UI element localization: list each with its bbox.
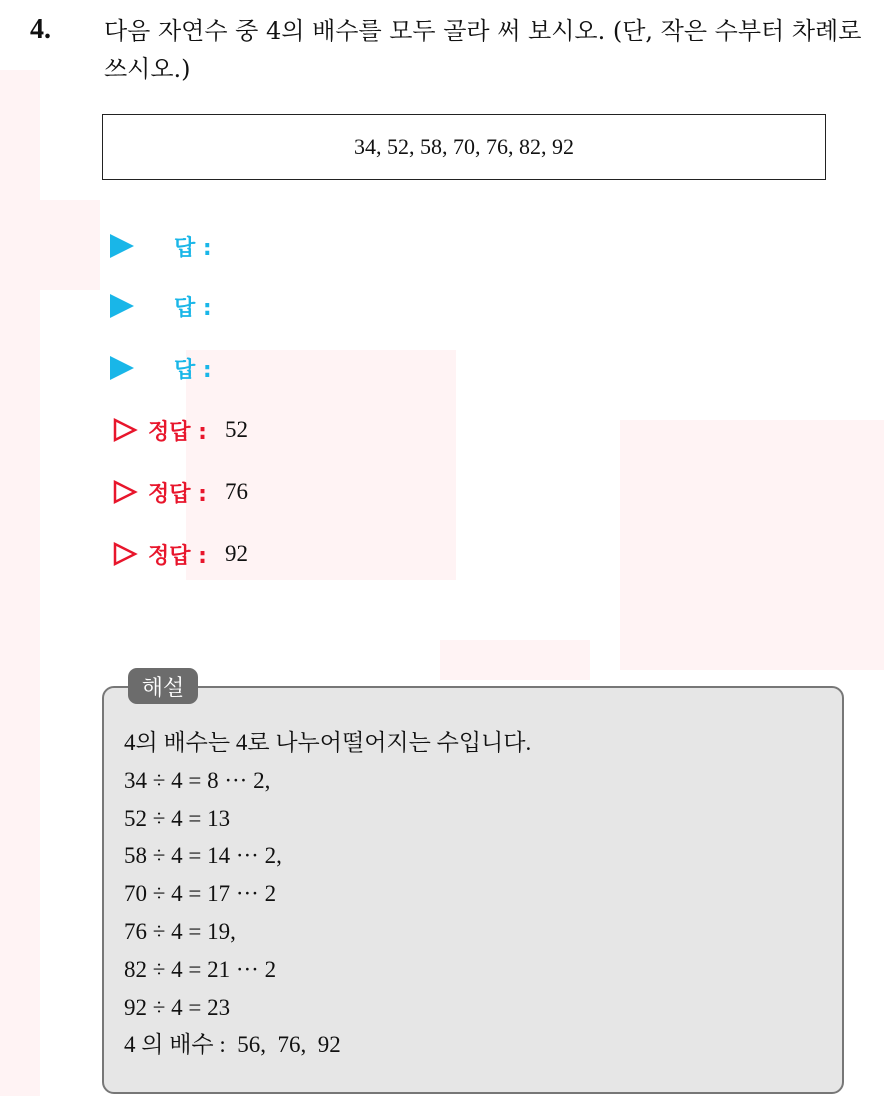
solution-line: 70 ÷ 4 = 17 ··· 2 bbox=[124, 881, 277, 907]
answer-label: 답 : bbox=[174, 295, 212, 321]
correct-answer-value: 76 bbox=[224, 479, 248, 504]
correct-answer-value: 52 bbox=[224, 417, 248, 442]
background-pattern bbox=[440, 640, 590, 680]
correct-answer-row bbox=[112, 410, 248, 450]
correct-answer-label: 정답 : bbox=[148, 419, 207, 445]
given-numbers-box bbox=[102, 114, 826, 180]
background-pattern bbox=[0, 70, 40, 1096]
background-pattern bbox=[40, 200, 100, 290]
correct-answer-label: 정답 : bbox=[148, 481, 207, 507]
question-text: 다음 자연수 중 4의 배수를 모두 골라 써 보시오. (단, 작은 수부터 차례로 쓰시오.) bbox=[104, 17, 862, 83]
question-number: 4. bbox=[30, 14, 51, 45]
solution-lines bbox=[124, 724, 824, 1064]
solution-line: 76 ÷ 4 = 19, bbox=[124, 918, 236, 944]
correct-answer-row bbox=[112, 534, 248, 574]
outline-triangle-icon bbox=[112, 541, 138, 567]
outline-triangle-icon bbox=[112, 479, 138, 505]
given-numbers: 34, 52, 58, 70, 76, 82, 92 bbox=[354, 134, 574, 159]
solution-line: 52 ÷ 4 = 13 bbox=[124, 805, 231, 831]
answer-blank-row[interactable] bbox=[110, 286, 212, 326]
correct-answer-row bbox=[112, 472, 248, 512]
outline-triangle-icon bbox=[112, 417, 138, 443]
correct-answer-value: 92 bbox=[224, 541, 248, 566]
play-triangle-icon bbox=[110, 294, 134, 318]
solution-line: 82 ÷ 4 = 21 ··· 2 bbox=[124, 956, 277, 982]
answer-label: 답 : bbox=[174, 235, 212, 261]
answer-label: 답 : bbox=[174, 357, 212, 383]
solution-line: 34 ÷ 4 = 8 ··· 2, bbox=[124, 767, 271, 793]
solution-line: 58 ÷ 4 = 14 ··· 2, bbox=[124, 843, 282, 869]
background-pattern bbox=[620, 420, 884, 670]
answer-blank-row[interactable] bbox=[110, 348, 212, 388]
solution-line: 4의 배수는 4로 나누어떨어지는 수입니다. bbox=[124, 730, 532, 755]
solution-line: 92 ÷ 4 = 23 bbox=[124, 994, 231, 1020]
play-triangle-icon bbox=[110, 234, 134, 258]
correct-answer-label: 정답 : bbox=[148, 543, 207, 569]
play-triangle-icon bbox=[110, 356, 134, 380]
solution-line: 4 의 배수 : 56, 76, 92 bbox=[124, 1032, 341, 1058]
answer-blank-row[interactable] bbox=[110, 226, 212, 266]
solution-tab: 해설 bbox=[128, 668, 198, 704]
